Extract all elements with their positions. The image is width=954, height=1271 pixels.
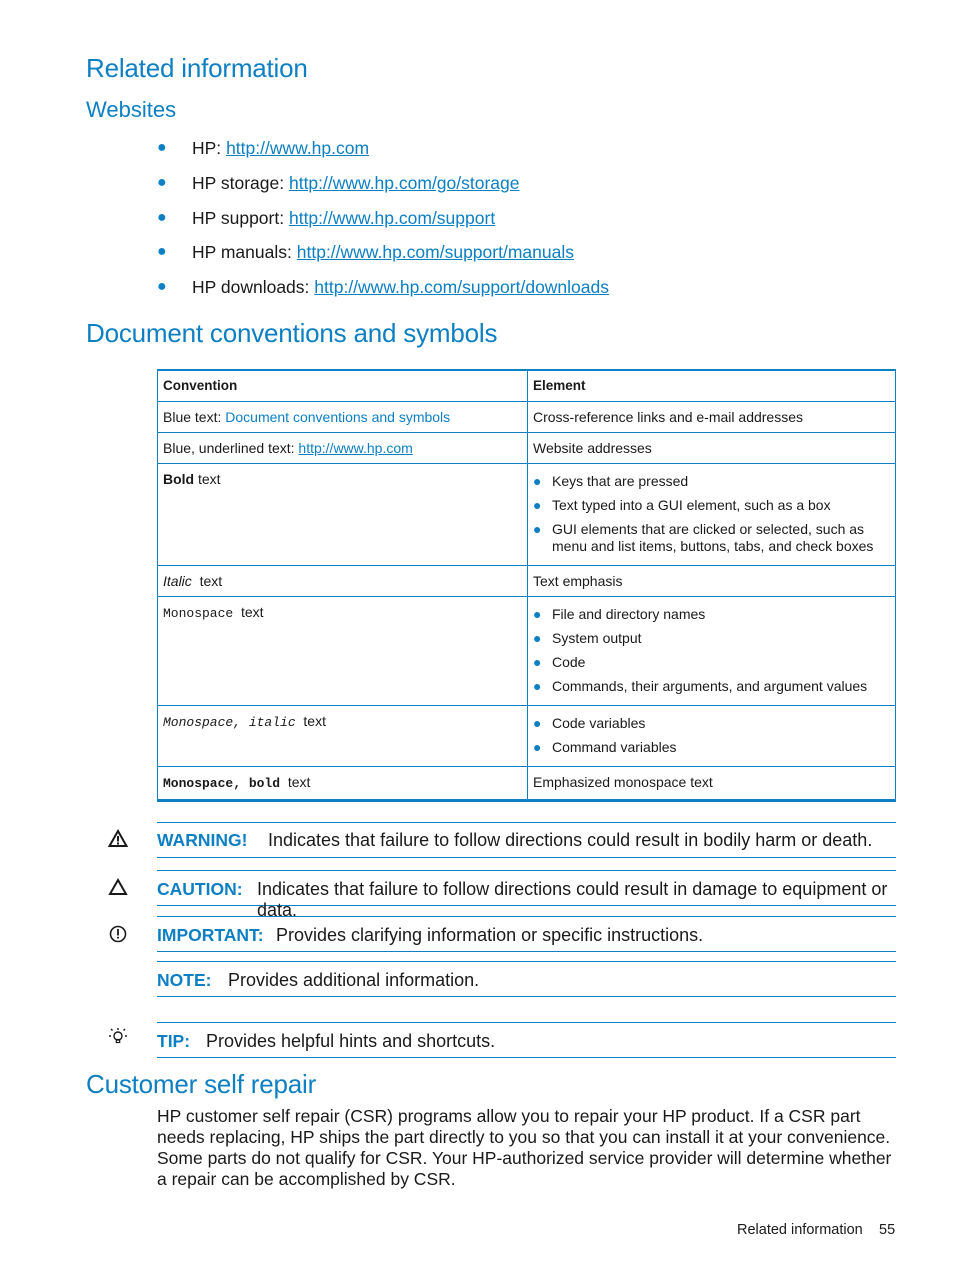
- lightbulb-icon: [108, 1027, 128, 1047]
- table-row: Italic text Text emphasis: [158, 566, 896, 597]
- table-row: Monospace text ● File and directory names ● System output ● Code ● Commands, their arguments, and argument values: [158, 597, 896, 706]
- list-item: ● HP downloads: http://www.hp.com/support/downloads: [157, 277, 610, 297]
- link-hp-support[interactable]: http://www.hp.com/support: [288, 207, 496, 228]
- conventions-table: [157, 369, 896, 802]
- bullet-icon: ●: [533, 473, 542, 489]
- column-header-element: Element: [528, 370, 896, 402]
- warning-text: Indicates that failure to follow directions could result in bodily harm or death.: [268, 830, 873, 850]
- list-item: ● Text typed into a GUI element, such as a box: [533, 497, 831, 513]
- list-item: ● HP support: http://www.hp.com/support: [157, 207, 496, 228]
- bullet-icon: ●: [157, 243, 167, 261]
- bullet-icon: ●: [533, 739, 542, 755]
- page-number: 55: [879, 1222, 896, 1238]
- list-item: ● File and directory names: [533, 606, 706, 622]
- column-header-convention: Convention: [158, 370, 528, 402]
- important-label: IMPORTANT:: [157, 925, 264, 945]
- table-row: Monospace, italic text ● Code variables ● Command variables: [158, 706, 896, 767]
- cross-reference-link[interactable]: Document conventions and symbols: [225, 409, 451, 425]
- tip-notice: [157, 1022, 896, 1058]
- warning-icon: [108, 829, 128, 849]
- bullet-icon: ●: [533, 654, 542, 670]
- list-item: ● HP storage: http://www.hp.com/go/storage: [157, 172, 520, 193]
- bullet-icon: ●: [157, 208, 167, 226]
- table-row: Blue, underlined text: http://www.hp.com Website addresses: [158, 433, 896, 464]
- important-icon: [108, 924, 128, 944]
- important-notice: [157, 916, 896, 952]
- link-hp-downloads[interactable]: http://www.hp.com/support/downloads: [314, 277, 610, 297]
- list-item: ● Code: [533, 654, 586, 670]
- bullet-icon: ●: [157, 278, 167, 295]
- list-item: ● Keys that are pressed: [533, 473, 689, 489]
- bullet-icon: ●: [533, 521, 542, 537]
- warning-label: WARNING!: [157, 830, 248, 850]
- websites-list: [157, 136, 609, 310]
- bullet-icon: ●: [533, 715, 542, 731]
- conventions-heading: Document conventions and symbols: [86, 318, 498, 348]
- websites-heading: Websites: [86, 97, 177, 122]
- bullet-icon: ●: [533, 678, 542, 694]
- page-title: Related information: [86, 53, 308, 83]
- list-item: ● System output: [533, 630, 642, 646]
- element-list: [533, 473, 890, 555]
- bullet-icon: ●: [533, 497, 542, 513]
- caution-notice: [157, 870, 896, 920]
- list-item: ● Command variables: [533, 739, 677, 755]
- website-link[interactable]: http://www.hp.com: [298, 440, 413, 456]
- bullet-icon: ●: [157, 139, 167, 156]
- link-hp[interactable]: http://www.hp.com: [226, 138, 370, 158]
- list-item: ● Code variables: [533, 715, 646, 731]
- caution-text: Indicates that failure to follow directions could result in damage to equipment or data.: [257, 879, 888, 920]
- important-text: Provides clarifying information or specific instructions.: [276, 925, 704, 945]
- list-item: ● GUI elements that are clicked or selected, such as menu and list items, buttons, tabs, and check boxes: [533, 521, 874, 554]
- list-item: ● HP manuals: http://www.hp.com/support/manuals: [157, 242, 574, 263]
- note-label: NOTE:: [157, 970, 212, 990]
- warning-notice: [157, 822, 896, 858]
- table-row: Blue text: Document conventions and symbols Cross-reference links and e-mail addresses: [158, 402, 896, 433]
- caution-label: CAUTION:: [157, 879, 243, 899]
- note-notice: [157, 961, 896, 997]
- bullet-icon: ●: [533, 630, 542, 646]
- list-item: ● HP: http://www.hp.com: [157, 138, 370, 158]
- csr-paragraph: HP customer self repair (CSR) programs allow you to repair your HP product. If a CSR part needs replacing, HP ships the part directly to you so that you can install it at your convenience. Some parts do not qualify for CSR. Your HP-authorized service provider will determine whether a repair can be accomplished by CSR.: [157, 1106, 892, 1189]
- csr-heading: Customer self repair: [86, 1069, 317, 1099]
- table-row: Monospace, bold text Emphasized monospace text: [158, 767, 896, 801]
- element-list: [533, 606, 890, 695]
- tip-label: TIP:: [157, 1031, 191, 1051]
- list-item: ● Commands, their arguments, and argument values: [533, 678, 868, 694]
- note-text: Provides additional information.: [228, 970, 480, 990]
- link-hp-storage[interactable]: http://www.hp.com/go/storage: [288, 172, 520, 193]
- caution-icon: [108, 877, 128, 897]
- bullet-icon: ●: [157, 173, 167, 191]
- table-row: Bold text ● Keys that are pressed ● Text typed into a GUI element, such as a box ● GUI elements that are clicked or selected, such as menu and list items, buttons, tabs, and check boxes: [158, 464, 896, 566]
- link-hp-manuals[interactable]: http://www.hp.com/support/manuals: [296, 242, 574, 263]
- table-header: [158, 370, 896, 402]
- bullet-icon: ●: [533, 606, 542, 622]
- tip-text: Provides helpful hints and shortcuts.: [206, 1031, 496, 1051]
- element-list: [533, 715, 890, 756]
- footer-section: Related information: [737, 1222, 863, 1238]
